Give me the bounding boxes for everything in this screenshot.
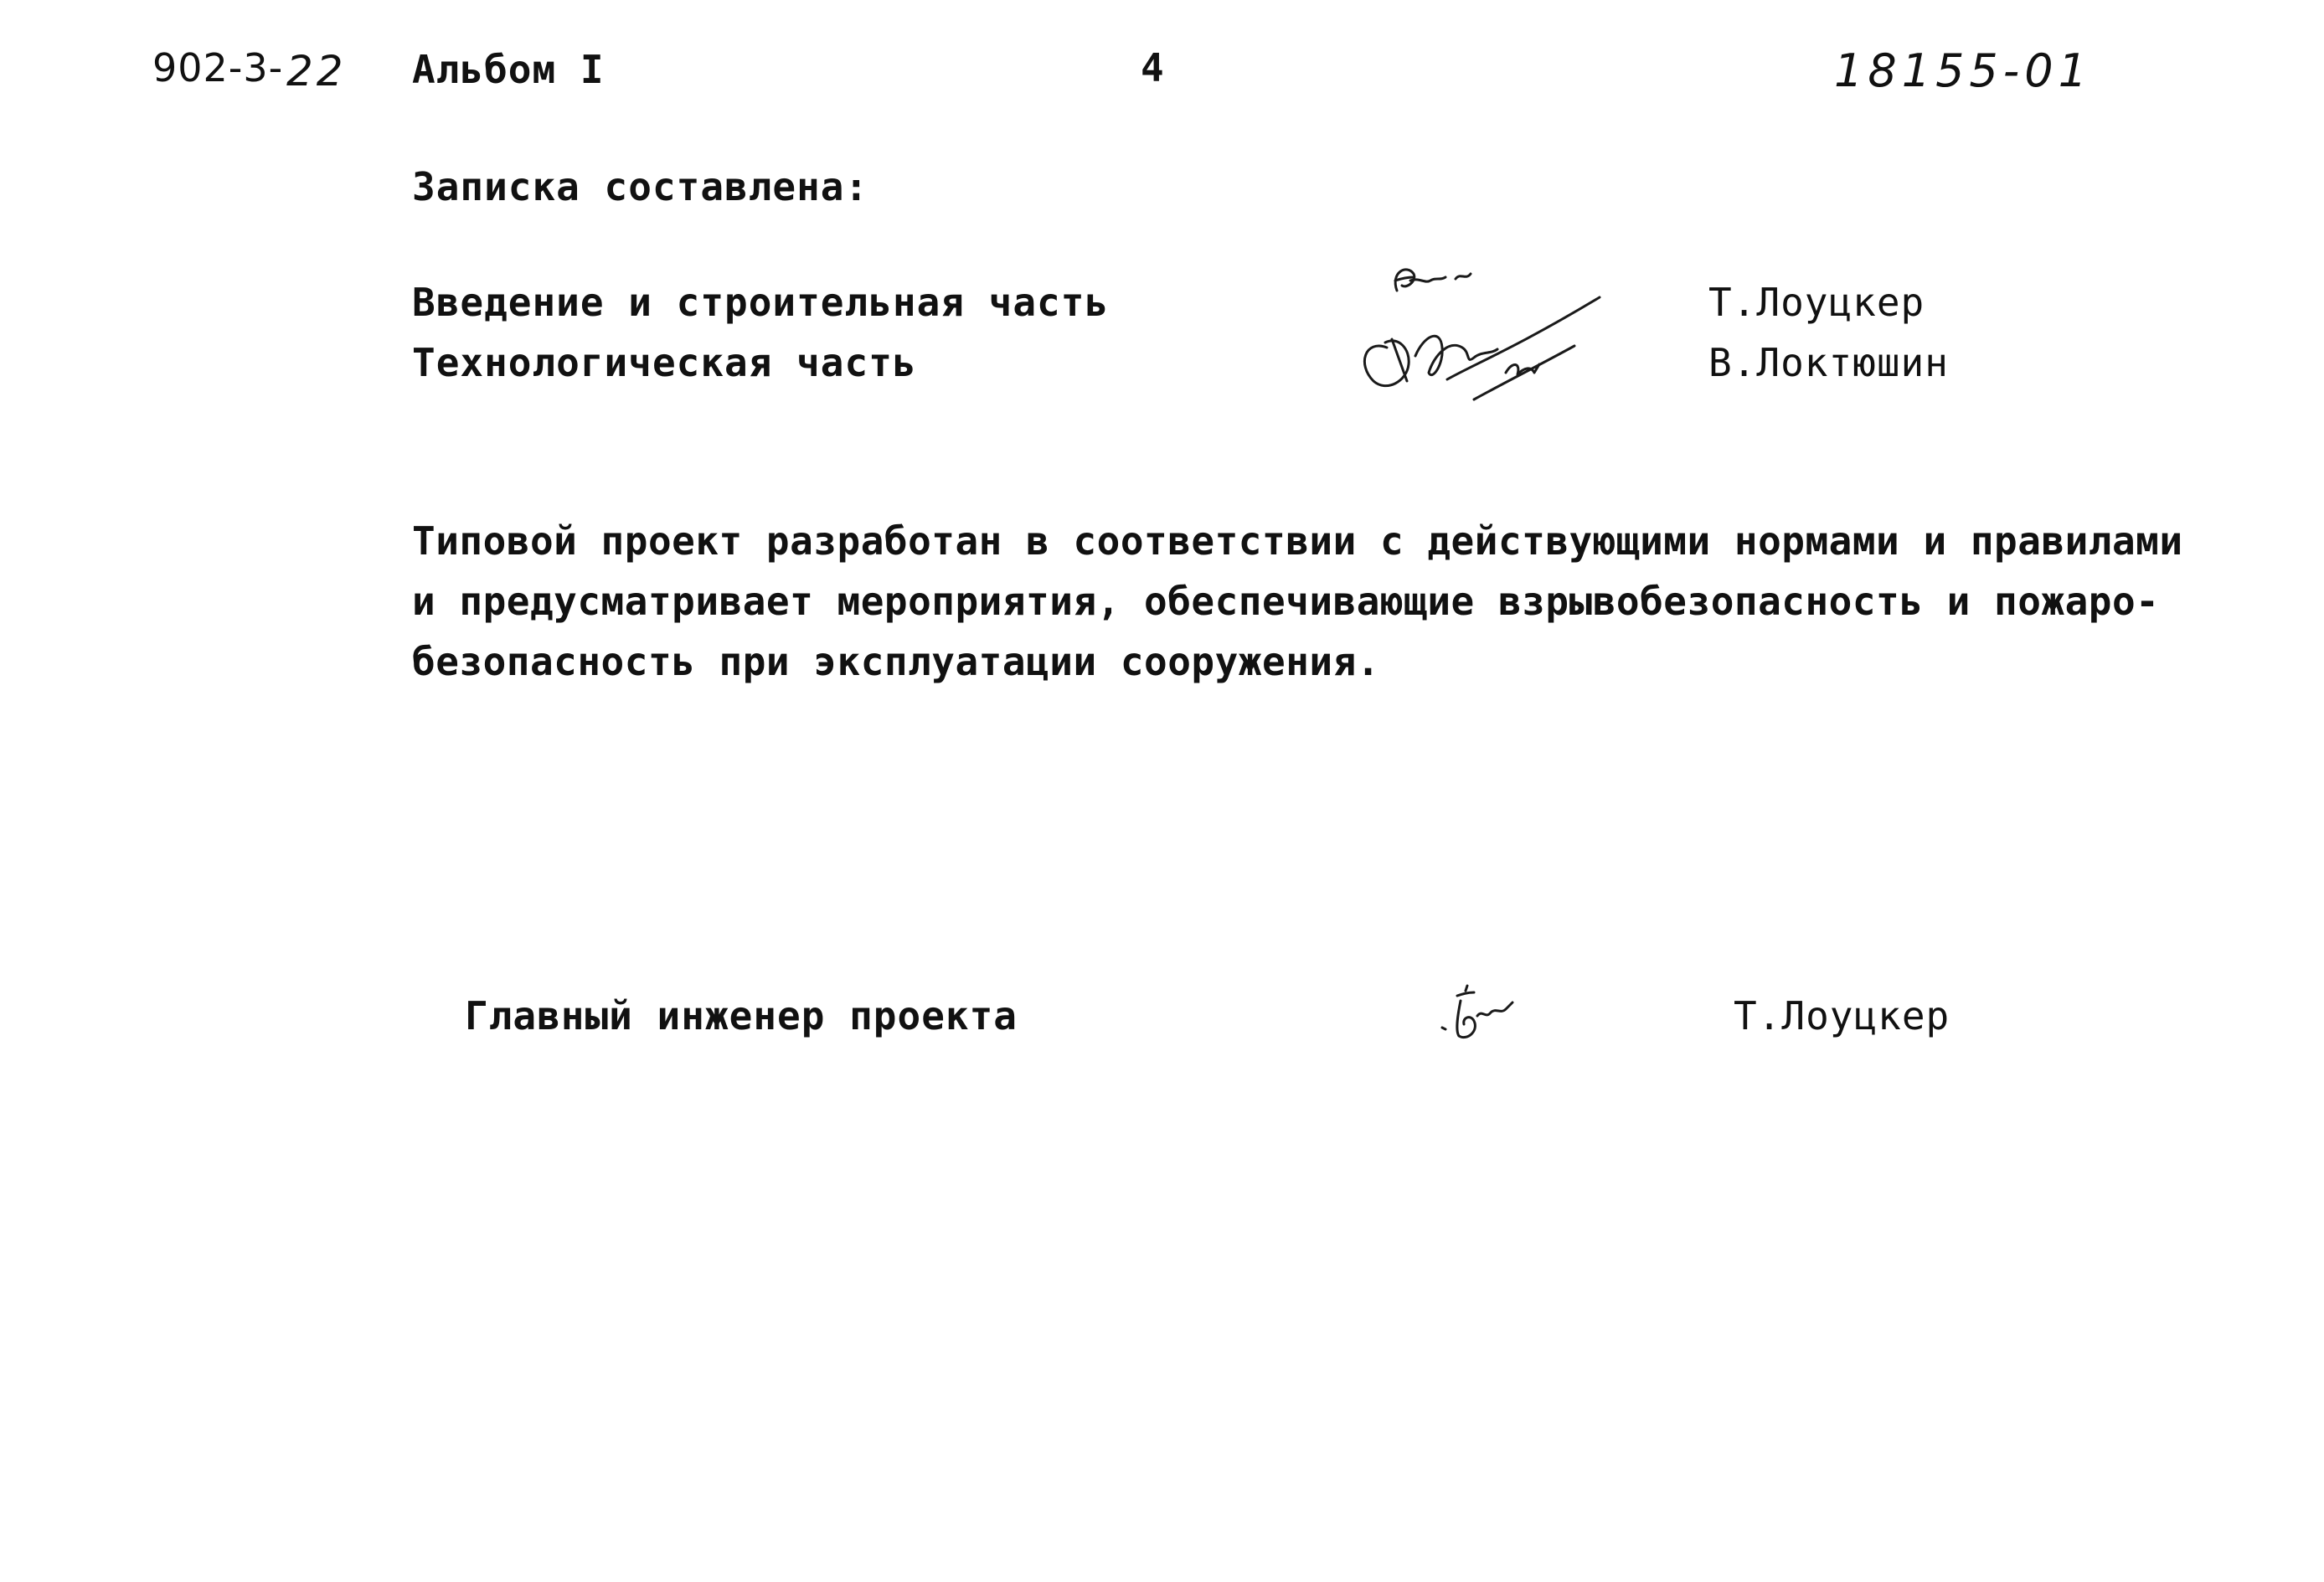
authors-heading: Записка составлена: [412, 164, 869, 209]
author-name-2: В.Локтюшин [1708, 340, 1949, 385]
signature-approval [1424, 976, 1566, 1051]
page-number: 4 [1141, 45, 1165, 90]
author-name-1: Т.Лоуцкер [1708, 280, 1925, 325]
album-label: Альбом I [412, 47, 605, 92]
statement-line-3: безопасность при эксплуатации сооружения. [412, 639, 1380, 684]
signature-authors [1348, 255, 1616, 415]
approval-name: Т.Лоуцкер [1734, 993, 1950, 1038]
doc-code: 902-3- [152, 45, 284, 90]
statement-line-2: и предусматривает мероприятия, обеспечивающие взрывобезопасность и пожаро- [412, 579, 2160, 624]
statement-line-1: Типовой проект разработан в соответствии с действующими нормами и правилами [412, 518, 2183, 564]
approval-title: Главный инженер проекта [465, 993, 1018, 1038]
inventory-number: 18155-01 [1834, 44, 2092, 97]
doc-code-handwritten: 22 [286, 47, 347, 95]
statement-paragraph [412, 511, 2221, 692]
author-section-1: Введение и строительная часть [412, 280, 1110, 325]
author-section-2: Технологическая часть [412, 340, 917, 385]
